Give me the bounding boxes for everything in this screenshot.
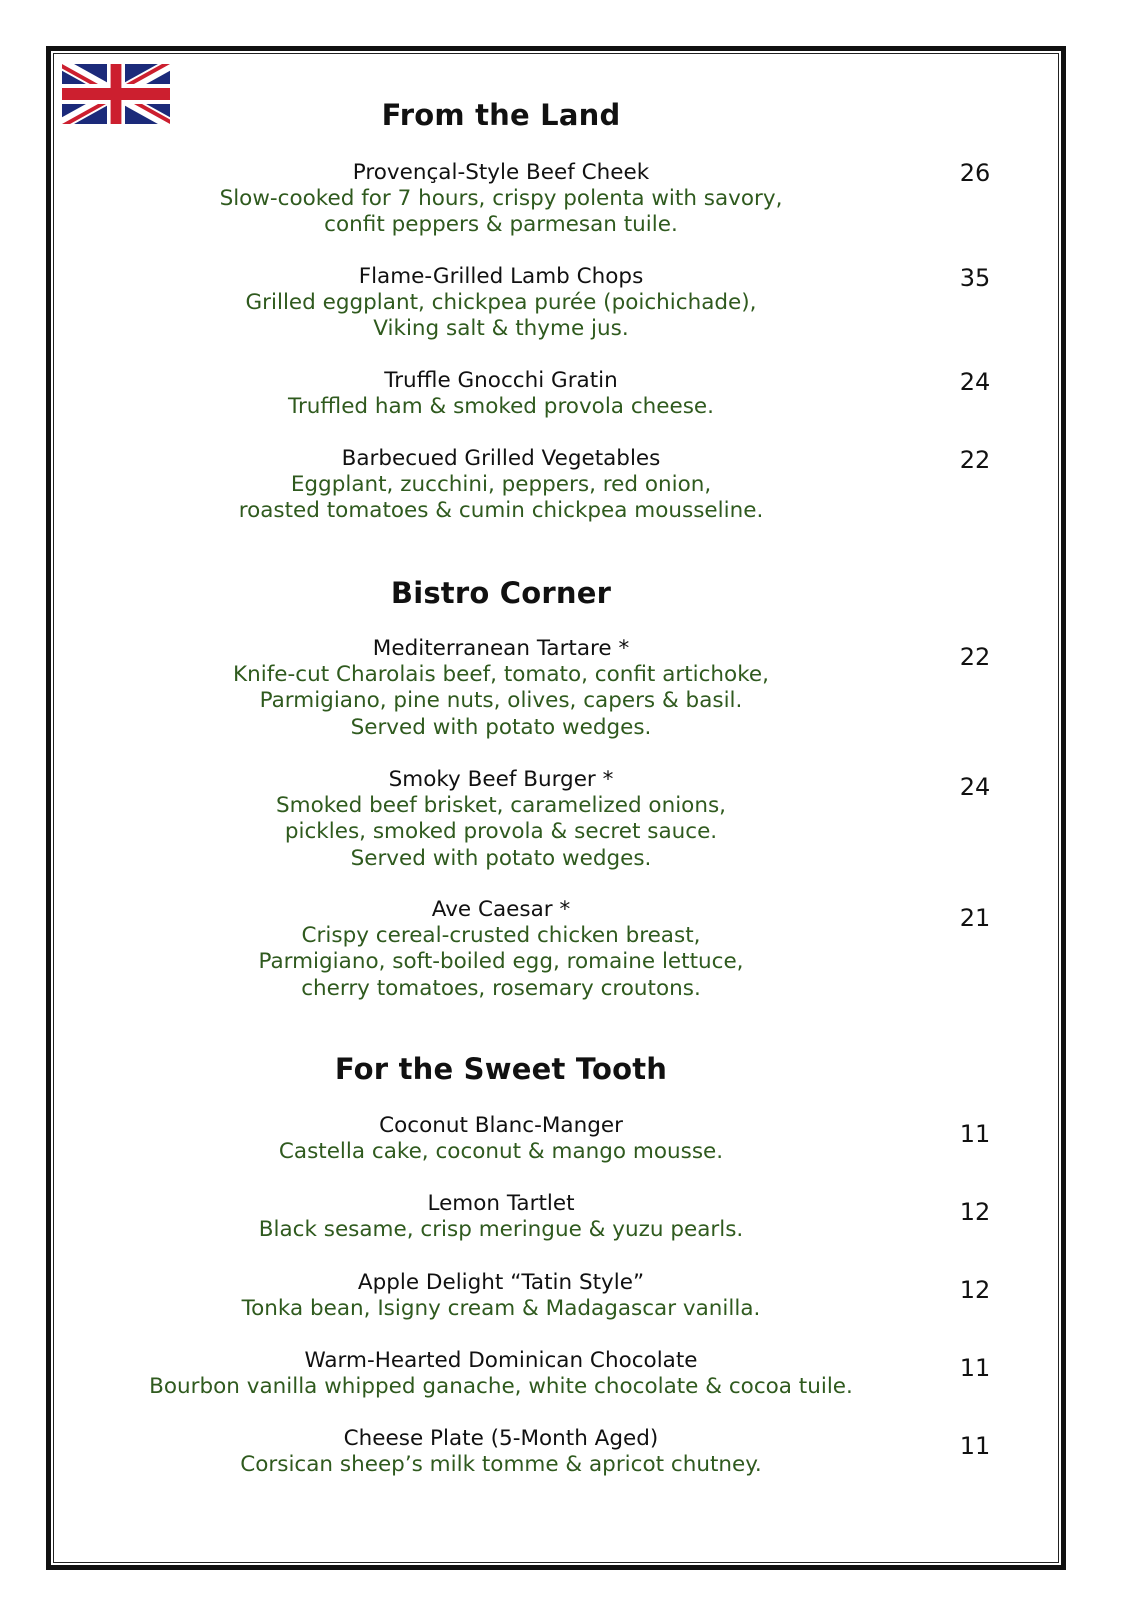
menu-item — [110, 368, 892, 420]
item-desc-line: Tonka bean, Isigny cream & Madagascar vanilla. — [241, 1296, 761, 1321]
item-desc-line: Castella cake, coconut & mango mousse. — [278, 1139, 724, 1164]
item-desc-line: Served with potato wedges. — [350, 845, 652, 871]
item-price: 35 — [959, 264, 991, 292]
item-desc-line: Corsican sheep’s milk tomme & apricot chutney. — [240, 1452, 762, 1477]
item-desc-line: Parmigiano, pine nuts, olives, capers & basil. — [259, 688, 743, 714]
item-name: Lemon Tartlet — [427, 1191, 575, 1216]
item-desc-line: Smoked beef brisket, caramelized onions, — [275, 793, 726, 818]
item-name: Truffle Gnocchi Gratin — [384, 368, 618, 393]
item-price: 12 — [959, 1198, 991, 1226]
item-name: Cheese Plate (5-Month Aged) — [343, 1426, 659, 1451]
item-name: Provençal-Style Beef Cheek — [352, 160, 650, 185]
union-jack-flag-icon — [62, 64, 170, 124]
item-name: Apple Delight “Tatin Style” — [357, 1270, 645, 1295]
item-desc-line: Knife-cut Charolais beef, tomato, confit artichoke, — [233, 662, 769, 687]
menu-item — [110, 1426, 892, 1478]
menu-item — [110, 1191, 892, 1243]
item-desc-line: pickles, smoked provola & secret sauce. — [284, 819, 718, 845]
item-price: 24 — [959, 773, 991, 801]
item-desc-line: Parmigiano, soft-boiled egg, romaine lettuce, — [258, 949, 744, 975]
item-price: 22 — [959, 643, 991, 671]
item-desc-line: Eggplant, zucchini, peppers, red onion, — [290, 472, 712, 497]
item-name: Coconut Blanc-Manger — [379, 1113, 623, 1138]
item-name: Flame-Grilled Lamb Chops — [358, 264, 644, 289]
item-desc-line: Crispy cereal-crusted chicken breast, — [301, 923, 701, 948]
item-name: Warm-Hearted Dominican Chocolate — [304, 1348, 698, 1373]
menu-item — [110, 767, 892, 872]
item-desc-line: Slow-cooked for 7 hours, crispy polenta with savory, — [219, 186, 783, 211]
section-title-from-the-land: From the Land — [381, 98, 621, 132]
item-name: Barbecued Grilled Vegetables — [341, 446, 661, 471]
item-price: 11 — [959, 1432, 991, 1460]
item-price: 11 — [959, 1354, 991, 1382]
item-desc-line: Truffled ham & smoked provola cheese. — [287, 394, 714, 419]
menu-item — [110, 264, 892, 343]
item-price: 12 — [959, 1276, 991, 1304]
item-price: 11 — [959, 1120, 991, 1148]
item-name: Mediterranean Tartare * — [372, 636, 630, 661]
menu-item — [110, 1113, 892, 1165]
menu-item — [110, 636, 892, 741]
section-title-bistro-corner: Bistro Corner — [390, 576, 612, 610]
menu-item — [110, 446, 892, 525]
item-desc-line: Bourbon vanilla whipped ganache, white chocolate & cocoa tuile. — [149, 1374, 853, 1399]
item-price: 22 — [959, 446, 991, 474]
item-desc-line: Served with potato wedges. — [350, 714, 652, 740]
item-desc-line: cherry tomatoes, rosemary croutons. — [301, 975, 701, 1001]
item-name: Ave Caesar * — [431, 897, 571, 922]
menu-item — [110, 160, 892, 239]
menu-item — [110, 1348, 892, 1400]
section-title-for-the-sweet-tooth: For the Sweet Tooth — [334, 1052, 668, 1086]
item-price: 24 — [959, 368, 991, 396]
item-price: 26 — [959, 159, 991, 187]
menu-item — [110, 897, 892, 1002]
item-desc-line: Grilled eggplant, chickpea purée (poichichade), — [245, 290, 757, 315]
item-name: Smoky Beef Burger * — [388, 767, 614, 792]
menu-item — [110, 1270, 892, 1322]
item-price: 21 — [959, 904, 991, 932]
item-desc-line: Viking salt & thyme jus. — [373, 316, 629, 342]
item-desc-line: confit peppers & parmesan tuile. — [324, 212, 678, 238]
item-desc-line: roasted tomatoes & cumin chickpea mousseline. — [238, 498, 764, 524]
item-desc-line: Black sesame, crisp meringue & yuzu pearls. — [258, 1217, 744, 1242]
